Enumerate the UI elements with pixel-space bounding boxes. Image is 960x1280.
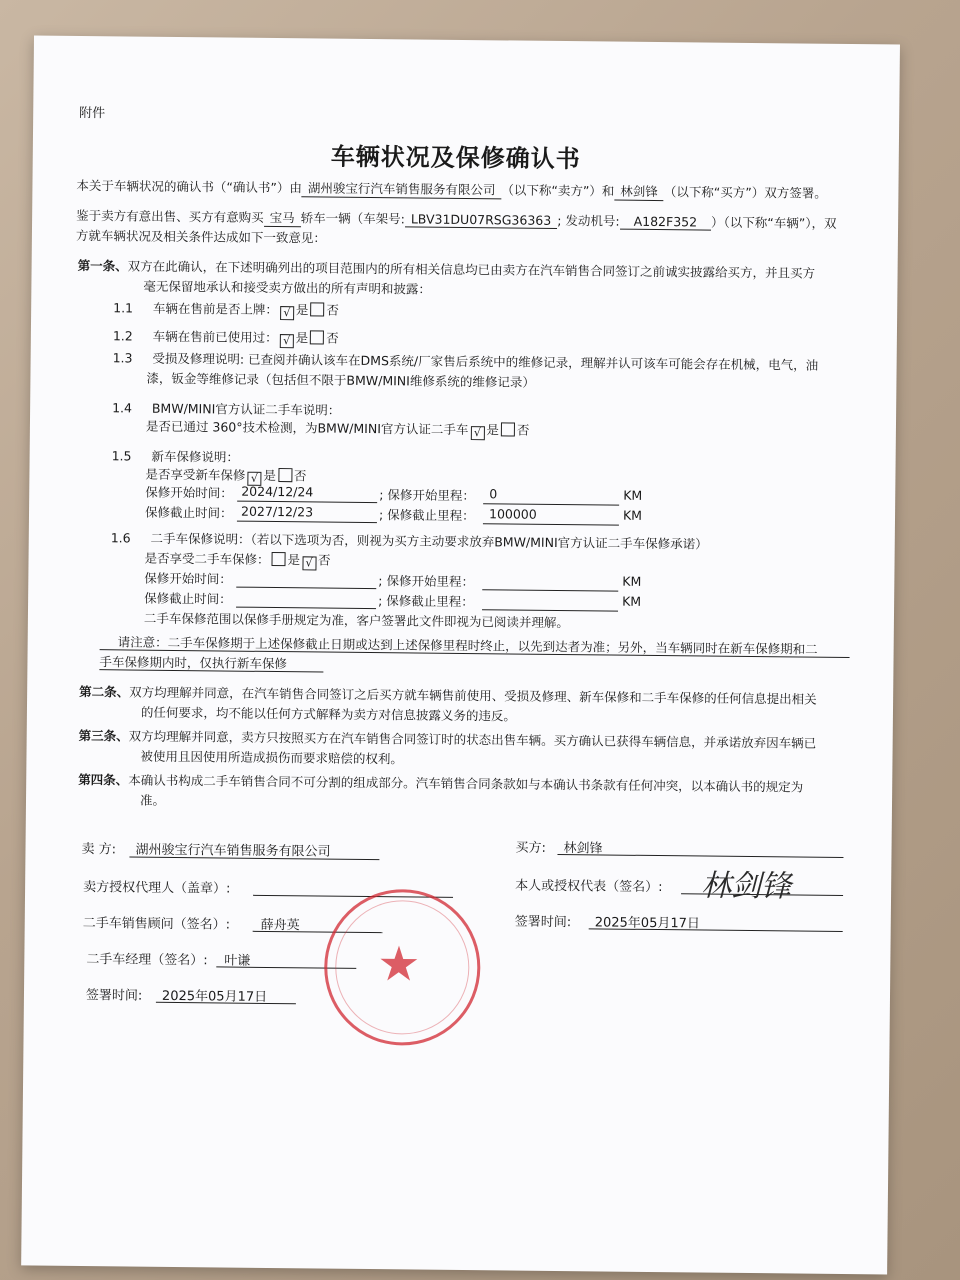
manager-value: 叶谦 — [224, 953, 251, 969]
item-1-1 — [113, 298, 339, 320]
item-number: 1.5 — [111, 448, 132, 464]
new-warranty-end-time-label: 保修截止时间： — [144, 504, 233, 521]
field-underline — [129, 857, 379, 861]
seller-value: 湖州骏宝行汽车销售服务有限公司 — [135, 842, 331, 860]
intro-text: 鉴于卖方有意出售、买方有意购买 — [76, 207, 264, 225]
notice-underline — [99, 669, 323, 672]
end-mileage-label: ; 保修截止里程： — [378, 507, 475, 524]
seller-date: 2025年05月17日 — [161, 988, 268, 1005]
item-number: 1.6 — [110, 530, 131, 546]
checkbox-unchecked[interactable] — [271, 552, 285, 566]
yes-label: 是 — [486, 422, 500, 438]
intro-text: （以下称“买方”）双方签署。 — [663, 184, 827, 201]
brand-field: 宝马 — [264, 208, 301, 227]
new-warranty-start-mileage: 0 — [489, 486, 498, 502]
checkbox-checked[interactable]: √ — [280, 334, 294, 348]
yes-label: 是 — [295, 330, 309, 346]
item-text: 二手车保修说明：（若以下选项为否，则视为买方主动要求放弃BMW/MINI官方认证二手车保修承诺） — [150, 530, 708, 552]
sales-consultant-value: 薛舟英 — [260, 917, 300, 934]
no-label: 否 — [326, 330, 339, 346]
used-warranty-end-time-label: 保修截止时间： — [144, 590, 232, 607]
km-unit: KM — [622, 507, 643, 523]
intro-text: ）（以下称“车辆”），双 — [711, 214, 837, 231]
km-unit: KM — [622, 573, 642, 589]
buyer-label: 买方: — [515, 840, 547, 856]
document-page — [21, 35, 900, 1274]
used-warranty-start-time-label: 保修开始时间： — [144, 570, 232, 587]
article-label: 第一条、 — [77, 257, 128, 274]
checkbox-unchecked[interactable] — [310, 330, 324, 344]
item-1-6-question — [144, 549, 330, 571]
notice-line-2: 手车保修期内时，仅执行新车保修 — [99, 654, 288, 672]
article-label: 第四条、 — [78, 771, 129, 788]
article-label: 第二条、 — [79, 683, 130, 700]
buyer-value: 林剑锋 — [563, 841, 603, 857]
article-text: 双方在此确认，在下述明确列出的项目范围内的所有相关信息均已由卖方在汽车销售合同签订之前诚实披露给买方，并且买方 — [127, 258, 816, 281]
field-underline — [482, 609, 618, 611]
field-underline — [236, 587, 376, 589]
document-title: 车辆状况及保修确认书 — [330, 142, 581, 174]
star-icon: ★ — [377, 936, 421, 993]
seller-name-field: 湖州骏宝行汽车销售服务有限公司 — [302, 178, 502, 199]
engine-no-field: A182F352 — [620, 214, 712, 231]
item-number: 1.2 — [112, 328, 133, 344]
item-text: 是否享受新车保修 — [145, 466, 246, 483]
yes-label: 是 — [295, 302, 309, 318]
item-text: 受损及修理说明: 已查阅并确认该车在DMS系统/厂家售后系统中的维修记录，理解并认可该车可能会存在机械，电气，油 — [152, 350, 819, 373]
seller-label: 卖 方: — [81, 842, 117, 858]
start-mileage-label: ; 保修开始里程： — [379, 487, 475, 504]
item-1-4-line-2 — [146, 417, 530, 441]
item-number: 1.3 — [112, 350, 133, 366]
attachment-label: 附件 — [79, 105, 106, 122]
km-unit: KM — [623, 487, 643, 503]
buyer-name-field: 林剑锋 — [614, 182, 664, 202]
sales-consultant-label: 二手车销售顾问（签名）: — [82, 916, 231, 933]
item-text: BMW/MINI官方认证二手车说明： — [151, 400, 341, 418]
new-warranty-end-time: 2027/12/23 — [240, 503, 314, 520]
checkbox-checked[interactable]: √ — [470, 426, 484, 440]
new-warranty-start-time-label: 保修开始时间： — [145, 484, 233, 501]
no-label: 否 — [293, 468, 307, 484]
item-number: 1.1 — [113, 300, 134, 316]
field-underline — [236, 607, 376, 609]
no-label: 否 — [326, 302, 340, 318]
company-seal — [323, 889, 481, 1047]
field-underline — [237, 501, 377, 503]
field-underline — [237, 521, 377, 523]
checkbox-unchecked[interactable] — [310, 302, 324, 316]
item-text: 新车保修说明： — [151, 448, 239, 465]
item-text: 车辆在售前已使用过： — [152, 328, 278, 346]
item-1-2 — [113, 326, 339, 348]
yes-label: 是 — [263, 467, 277, 484]
article-1-line-2: 毫无保留地承认和接受卖方做出的所有声明和披露： — [143, 278, 431, 297]
item-1-3-line-2: 漆，钣金等维修记录（包括但不限于BMW/MINI维修系统的维修记录） — [146, 370, 535, 390]
article-3-line-2: 被使用且因使用所造成损伤而要求赔偿的权利。 — [140, 748, 404, 767]
seller-date-label: 签署时间: — [85, 988, 143, 1004]
item-1-4 — [112, 398, 340, 418]
used-warranty-scope: 二手车保修范围以保修手册规定为准，客户签署此文件即视为已阅读并理解。 — [143, 610, 569, 631]
article-text: 双方均理解并同意，卖方只按照买方在汽车销售合同签订时的状态出售车辆。买方确认已获得车辆信息，并承诺放弃因车辆已 — [128, 728, 817, 751]
article-text: 双方均理解并同意，在汽车销售合同签订之后买方就车辆售前使用、受损及修理、新车保修和二手车保修的任何信息提出相关 — [129, 684, 817, 707]
no-label: 否 — [317, 552, 331, 568]
checkbox-unchecked[interactable] — [278, 468, 292, 482]
start-mileage-label: ; 保修开始里程： — [378, 573, 475, 590]
seller-agent-label: 卖方授权代理人（盖章）: — [83, 880, 231, 897]
buyer-rep-label: 本人或授权代表（签名）: — [515, 878, 663, 896]
no-label: 否 — [516, 422, 530, 438]
intro-line-1 — [76, 176, 827, 203]
article-4-line-2: 准。 — [139, 792, 166, 808]
item-number: 1.4 — [112, 400, 133, 416]
article-label: 第三条、 — [78, 727, 129, 744]
km-unit: KM — [622, 593, 642, 609]
item-1-5 — [112, 446, 239, 465]
yes-label: 是 — [287, 552, 301, 568]
new-warranty-start-time: 2024/12/24 — [241, 483, 314, 500]
intro-text: 轿车一辆（车架号: — [300, 210, 405, 227]
new-warranty-end-mileage: 100000 — [488, 506, 537, 522]
field-underline — [483, 523, 619, 525]
field-underline — [483, 503, 619, 505]
item-text: 车辆在售前是否上牌： — [152, 300, 279, 318]
buyer-date: 2025年05月17日 — [594, 915, 701, 932]
checkbox-checked[interactable]: √ — [302, 556, 316, 570]
intro-line-3: 方就车辆状况及相关条件达成如下一致意见： — [75, 227, 327, 246]
manager-label: 二手车经理（签名）: — [86, 952, 208, 969]
checkbox-unchecked[interactable] — [501, 422, 515, 436]
item-text: 是否享受二手车保修： — [144, 550, 270, 567]
article-4 — [78, 770, 803, 796]
intro-text: 本关于车辆状况的确认书（“确认书”）由 — [76, 177, 302, 196]
vin-field: LBV31DU07RSG36363 — [405, 211, 558, 229]
buyer-handwritten-signature: 林剑锋 — [700, 868, 792, 905]
notice-line-1: 请注意：二手车保修期于上述保修截止日期或达到上述保修里程时终止，以先到达者为准；另外，当车辆同时在新车保修期和二 — [117, 634, 818, 657]
intro-text: （以下称“卖方”）和 — [501, 182, 615, 199]
field-underline — [482, 589, 618, 591]
checkbox-checked[interactable]: √ — [247, 472, 261, 486]
buyer-date-label: 签署时间: — [514, 914, 572, 931]
article-2-line-2: 的任何要求，均不能以任何方式解释为卖方对信息披露义务的违反。 — [140, 704, 517, 724]
article-text: 本确认书构成二手车销售合同不可分割的组成部分。汽车销售合同条款如与本确认书条款有任何冲突，以本确认书的规定为 — [128, 772, 804, 795]
intro-text: ; 发动机号: — [557, 212, 620, 229]
item-text: 是否已通过 360°技术检测，为BMW/MINI官方认证二手车 — [145, 418, 469, 438]
checkbox-checked[interactable]: √ — [280, 306, 294, 320]
end-mileage-label: ; 保修截止里程： — [378, 593, 474, 610]
